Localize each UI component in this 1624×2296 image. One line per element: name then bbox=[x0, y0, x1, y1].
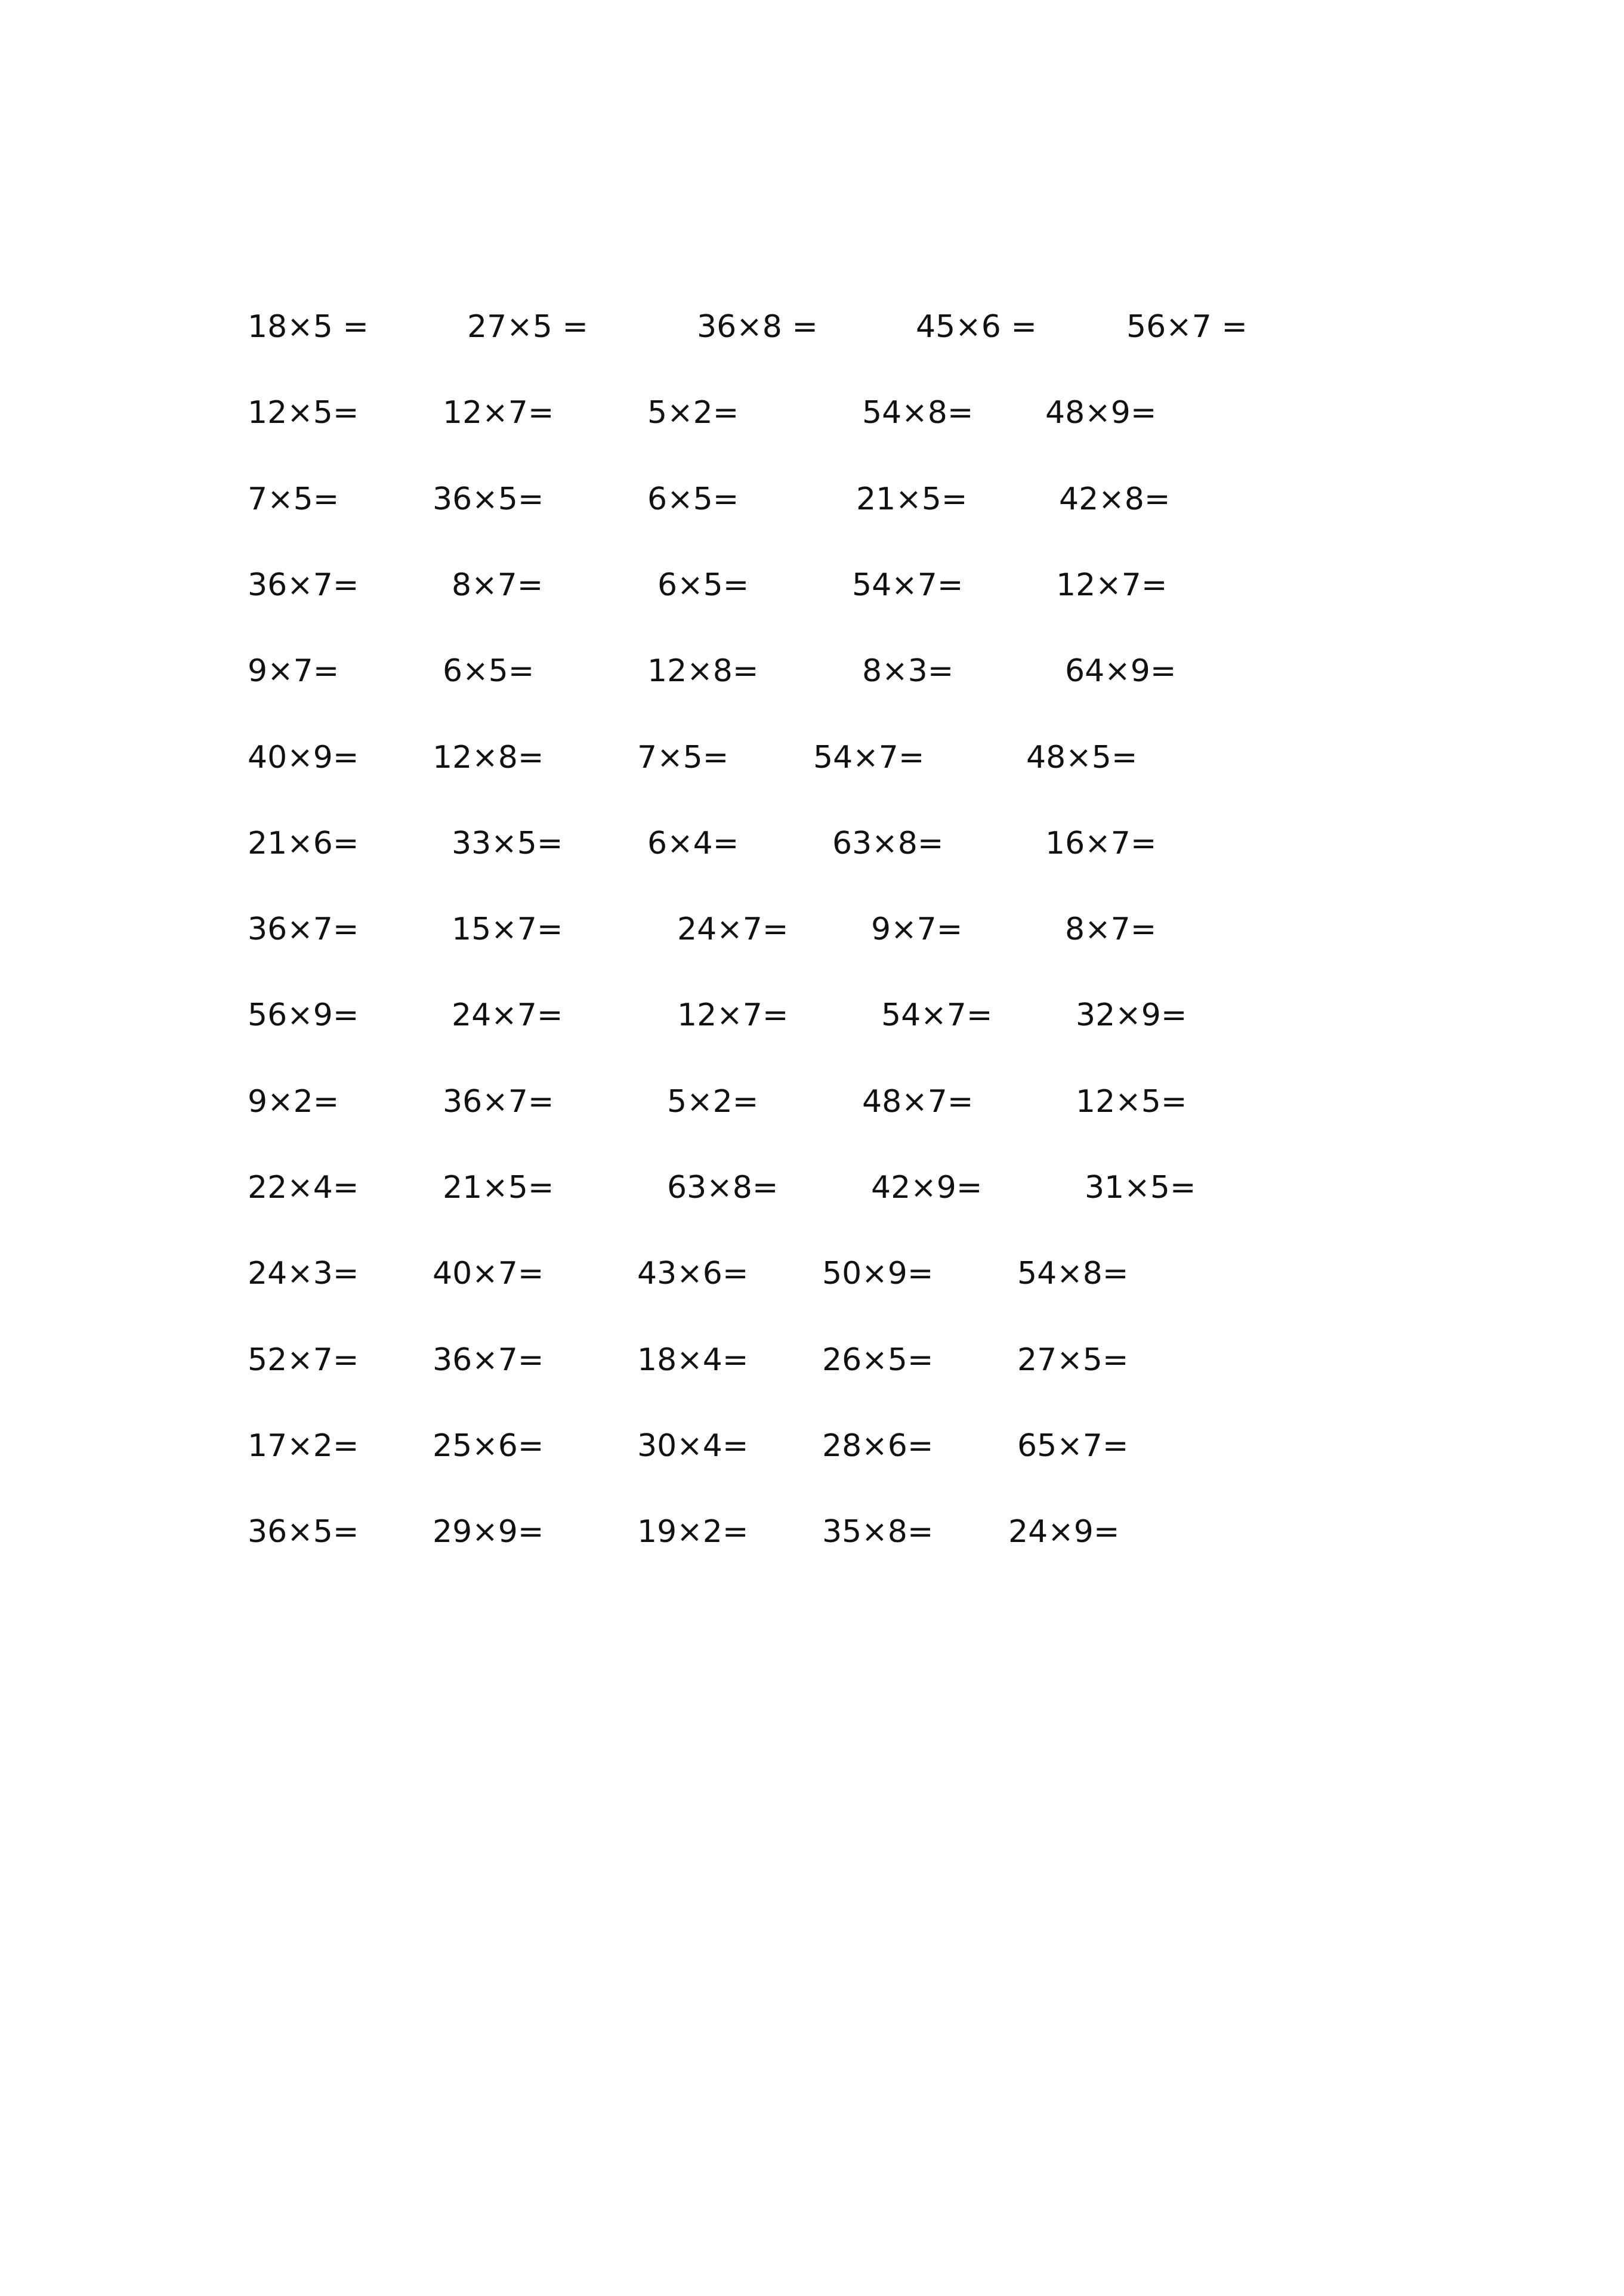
math-problem: 24×7= bbox=[677, 911, 789, 947]
math-problem: 54×8= bbox=[862, 395, 974, 431]
math-problem: 17×2= bbox=[248, 1428, 359, 1464]
math-problem: 8×7= bbox=[452, 567, 544, 603]
math-problem: 36×7= bbox=[248, 911, 359, 947]
math-problem: 12×8= bbox=[647, 653, 759, 689]
math-problem: 54×7= bbox=[852, 567, 964, 603]
math-problem: 8×3= bbox=[862, 653, 954, 689]
math-problem: 63×8= bbox=[832, 826, 944, 861]
math-problem: 42×8= bbox=[1059, 481, 1171, 517]
math-problem: 6×5= bbox=[657, 567, 749, 603]
math-problem: 36×8 = bbox=[697, 309, 818, 345]
math-problem: 24×3= bbox=[248, 1256, 359, 1291]
math-problem: 12×7= bbox=[1056, 567, 1168, 603]
math-problem: 36×7= bbox=[443, 1084, 554, 1120]
math-problem: 24×7= bbox=[452, 997, 563, 1033]
math-problem: 15×7= bbox=[452, 911, 563, 947]
math-problem: 36×7= bbox=[248, 567, 359, 603]
math-problem: 7×5= bbox=[248, 481, 339, 517]
math-problem: 36×5= bbox=[248, 1514, 359, 1550]
math-problem: 27×5= bbox=[1017, 1342, 1129, 1378]
math-problem: 9×7= bbox=[871, 911, 963, 947]
math-problem: 12×7= bbox=[443, 395, 554, 431]
math-problem: 63×8= bbox=[667, 1170, 779, 1206]
math-problem: 65×7= bbox=[1017, 1428, 1129, 1464]
math-problem: 24×9= bbox=[1008, 1514, 1120, 1550]
math-problem: 5×2= bbox=[647, 395, 739, 431]
math-problem: 27×5 = bbox=[467, 309, 588, 345]
math-problem: 43×6= bbox=[637, 1256, 749, 1291]
math-problem: 28×6= bbox=[822, 1428, 934, 1464]
math-problem: 56×7 = bbox=[1126, 309, 1248, 345]
math-problem: 18×5 = bbox=[248, 309, 369, 345]
math-problem: 9×7= bbox=[248, 653, 339, 689]
math-problem: 33×5= bbox=[452, 826, 563, 861]
math-problem: 32×9= bbox=[1076, 997, 1187, 1033]
math-problem: 7×5= bbox=[637, 740, 729, 775]
math-problem: 40×7= bbox=[433, 1256, 544, 1291]
math-problem: 29×9= bbox=[433, 1514, 544, 1550]
math-problem: 21×5= bbox=[443, 1170, 554, 1206]
math-problem: 48×5= bbox=[1026, 740, 1138, 775]
math-problem: 35×8= bbox=[822, 1514, 934, 1550]
math-problem: 40×9= bbox=[248, 740, 359, 775]
math-problem: 52×7= bbox=[248, 1342, 359, 1378]
math-problem: 5×2= bbox=[667, 1084, 759, 1120]
math-problem: 54×8= bbox=[1017, 1256, 1129, 1291]
math-problem: 45×6 = bbox=[916, 309, 1037, 345]
math-problem: 25×6= bbox=[433, 1428, 544, 1464]
math-problem: 21×5= bbox=[856, 481, 968, 517]
math-problem: 56×9= bbox=[248, 997, 359, 1033]
math-problem: 6×5= bbox=[443, 653, 535, 689]
math-problem: 8×7= bbox=[1065, 911, 1157, 947]
math-problem: 19×2= bbox=[637, 1514, 749, 1550]
math-problem: 18×4= bbox=[637, 1342, 749, 1378]
math-problem: 22×4= bbox=[248, 1170, 359, 1206]
math-problem: 12×5= bbox=[1076, 1084, 1187, 1120]
math-problem: 6×4= bbox=[647, 826, 739, 861]
math-problem: 36×5= bbox=[433, 481, 544, 517]
math-problem: 12×8= bbox=[433, 740, 544, 775]
math-problem: 30×4= bbox=[637, 1428, 749, 1464]
math-problem: 26×5= bbox=[822, 1342, 934, 1378]
math-problem: 42×9= bbox=[871, 1170, 983, 1206]
math-problem: 48×7= bbox=[862, 1084, 974, 1120]
math-problem: 6×5= bbox=[647, 481, 739, 517]
math-problem: 64×9= bbox=[1065, 653, 1177, 689]
math-problem: 12×5= bbox=[248, 395, 359, 431]
math-problem: 54×7= bbox=[881, 997, 993, 1033]
math-problem: 54×7= bbox=[813, 740, 925, 775]
math-problem: 16×7= bbox=[1045, 826, 1157, 861]
math-problem: 21×6= bbox=[248, 826, 359, 861]
math-problem: 12×7= bbox=[677, 997, 789, 1033]
math-problem: 31×5= bbox=[1085, 1170, 1196, 1206]
math-problem: 9×2= bbox=[248, 1084, 339, 1120]
math-problem: 36×7= bbox=[433, 1342, 544, 1378]
math-problem: 50×9= bbox=[822, 1256, 934, 1291]
math-problem: 48×9= bbox=[1045, 395, 1157, 431]
